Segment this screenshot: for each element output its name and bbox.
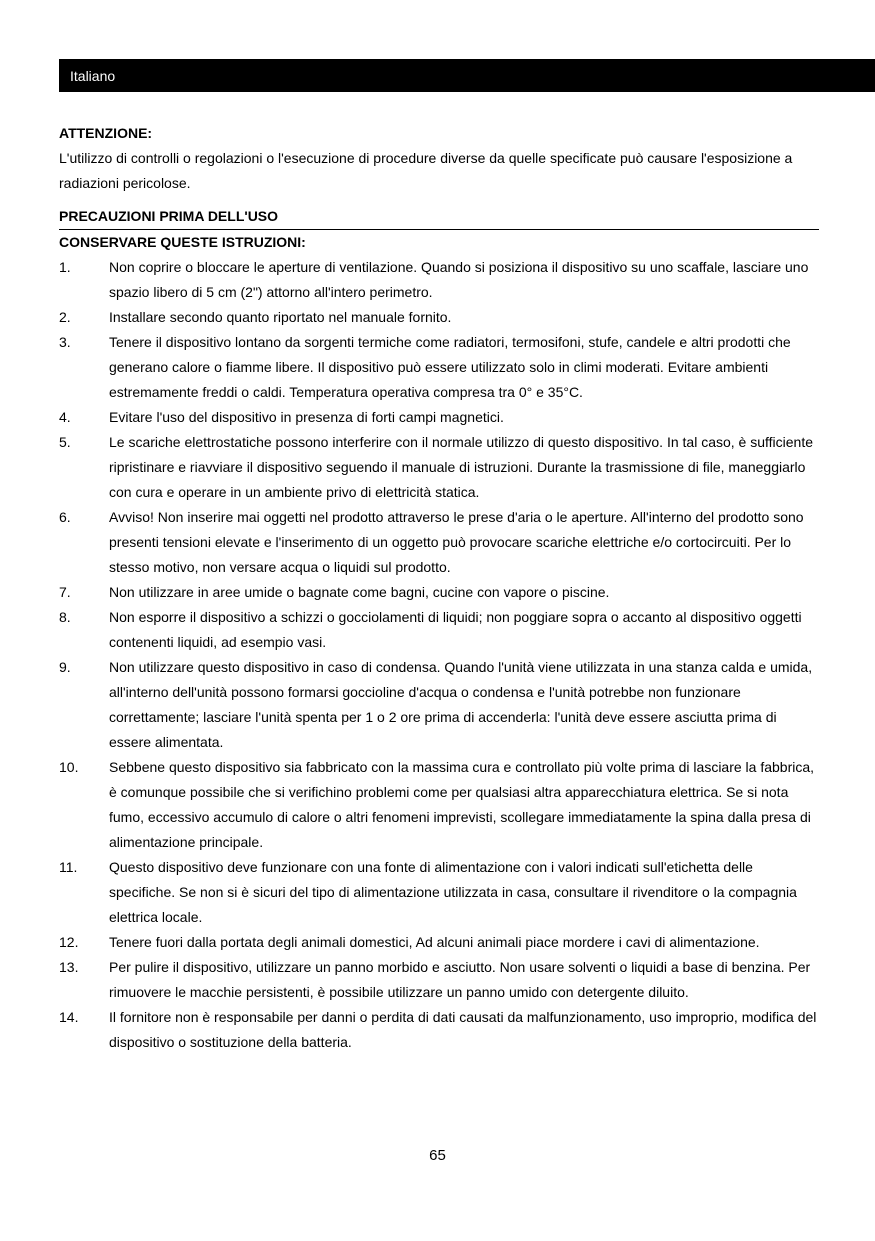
list-item [59,755,819,855]
list-item [59,930,819,955]
document-body [59,121,819,1055]
warning-title: ATTENZIONE: [59,125,153,141]
item-number: 12. [59,934,79,950]
item-text: Avviso! Non inserire mai oggetti nel prodotto attraverso le prese d'aria o le aperture. All'interno del prodotto sono presenti tensioni elevate e l'inserimento di un oggetto può provocare scariche elettriche e/o cortocircuiti. Per lo stesso motivo, non versare acqua o liquidi sul prodotto. [109,509,804,575]
precautions-subtitle: CONSERVARE QUESTE ISTRUZIONI: [59,234,306,250]
list-item [59,305,819,330]
list-item [59,430,819,505]
item-text: Le scariche elettrostatiche possono interferire con il normale utilizzo di questo dispositivo. In tal caso, è sufficiente ripristinare e riavviare il dispositivo seguendo il manuale di istruzioni. Durante la trasmissione di file, maneggiarlo con cura e operare in un ambiente privo di elettricità statica. [109,434,813,500]
list-item [59,605,819,655]
language-label: Italiano [70,67,116,84]
item-text: Questo dispositivo deve funzionare con una fonte di alimentazione con i valori indicati sull'etichetta delle specifiche. Se non si è sicuri del tipo di alimentazione utilizzata in casa, consultare il rivenditore o la compagnia elettrica locale. [109,859,797,925]
language-header-bar [59,59,875,92]
item-number: 7. [59,584,71,600]
list-item [59,955,819,1005]
item-number: 1. [59,259,71,275]
item-number: 5. [59,434,71,450]
precautions-list [59,255,819,1055]
item-number: 14. [59,1009,79,1025]
item-text: Installare secondo quanto riportato nel manuale fornito. [109,309,452,325]
list-item [59,255,819,305]
item-text: Non utilizzare in aree umide o bagnate come bagni, cucine con vapore o piscine. [109,584,610,600]
list-item [59,655,819,755]
item-text: Tenere fuori dalla portata degli animali domestici, Ad alcuni animali piace mordere i cavi di alimentazione. [109,934,760,950]
item-number: 13. [59,959,79,975]
page-number: 65 [429,1147,446,1164]
item-text: Non utilizzare questo dispositivo in caso di condensa. Quando l'unità viene utilizzata in una stanza calda e umida, all'interno dell'unità possono formarsi goccioline d'acqua o condensa e l'unità potrebbe non funzionare correttamente; lasciare l'unità spenta per 1 o 2 ore prima di accenderla: l'unità deve essere asciutta prima di essere alimentata. [109,659,813,750]
item-text: Non esporre il dispositivo a schizzi o gocciolamenti di liquidi; non poggiare sopra o accanto al dispositivo oggetti contenenti liquidi, ad esempio vasi. [109,609,802,650]
item-text: Per pulire il dispositivo, utilizzare un panno morbido e asciutto. Non usare solventi o liquidi a base di benzina. Per rimuovere le macchie persistenti, è possibile utilizzare un panno umido con detergente diluito. [109,959,811,1000]
list-item [59,855,819,930]
list-item [59,330,819,405]
list-item [59,405,819,430]
item-number: 8. [59,609,71,625]
list-item [59,1005,819,1055]
list-item [59,505,819,580]
item-text: Il fornitore non è responsabile per danni o perdita di dati causati da malfunzionamento, uso improprio, modifica del dispositivo o sostituzione della batteria. [109,1009,817,1050]
item-text: Tenere il dispositivo lontano da sorgenti termiche come radiatori, termosifoni, stufe, candele e altri prodotti che generano calore o fiamme libere. Il dispositivo può essere utilizzato solo in climi moderati. Evitare ambienti estremamente freddi o caldi. Temperatura operativa compresa tra 0° e 35°C. [109,334,791,400]
warning-text: L'utilizzo di controlli o regolazioni o l'esecuzione di procedure diverse da quelle specificate può causare l'esposizione a radiazioni pericolose. [59,150,793,191]
precautions-title: PRECAUZIONI PRIMA DELL'USO [59,205,819,230]
item-number: 6. [59,509,71,525]
item-text: Evitare l'uso del dispositivo in presenza di forti campi magnetici. [109,409,504,425]
item-number: 2. [59,309,71,325]
list-item [59,580,819,605]
item-text: Non coprire o bloccare le aperture di ventilazione. Quando si posiziona il dispositivo su uno scaffale, lasciare uno spazio libero di 5 cm (2") attorno all'intero perimetro. [109,259,809,300]
item-number: 11. [59,859,78,875]
item-number: 10. [59,759,79,775]
item-number: 3. [59,334,71,350]
item-number: 4. [59,409,71,425]
item-number: 9. [59,659,71,675]
item-text: Sebbene questo dispositivo sia fabbricato con la massima cura e controllato più volte prima di lasciare la fabbrica, è comunque possibile che si verifichino problemi come per qualsiasi altra apparecchiatura elettrica. Se si nota fumo, eccessivo accumulo di calore o altri fenomeni imprevisti, scollegare immediatamente la spina dalla presa di alimentazione principale. [109,759,815,850]
